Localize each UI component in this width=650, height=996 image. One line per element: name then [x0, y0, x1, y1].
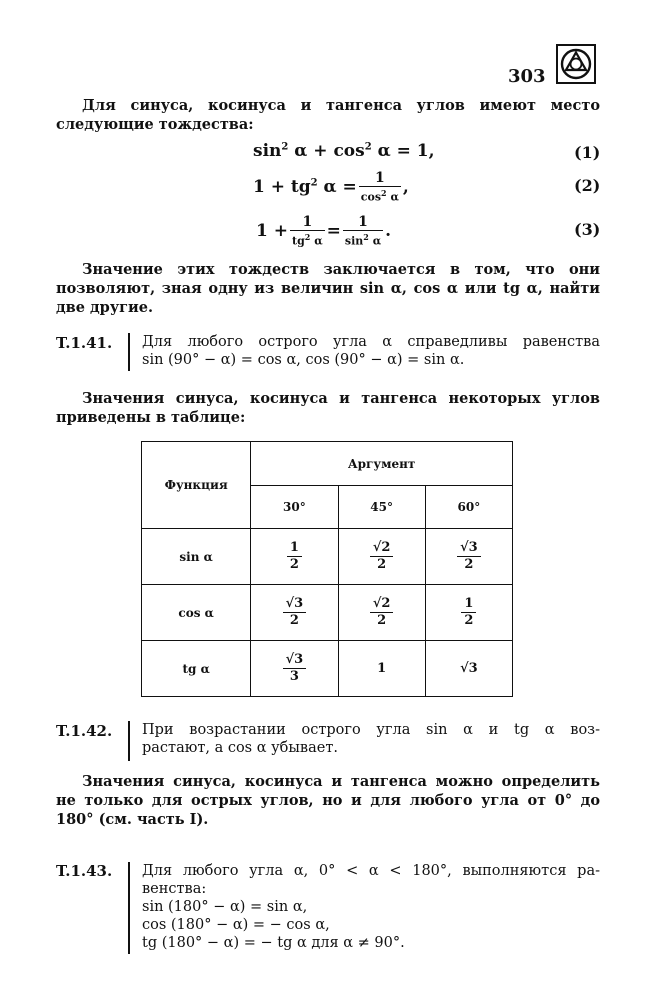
table-cell: $\frac{√3}{2}$ [425, 529, 512, 585]
table-header-argument: Аргумент [251, 442, 513, 486]
table-func-sin: sin α [142, 529, 251, 585]
table-cell: $\frac{1}{2}$ [425, 585, 512, 641]
table-cell: √3 [425, 641, 512, 697]
identity-3-frac2-denominator: $\sin^2 \alpha$ [344, 232, 382, 248]
identity-3-equals: = [326, 220, 341, 241]
identity-2-denominator: $\cos^2 \alpha$ [360, 188, 399, 204]
table-cell: 1 [338, 641, 425, 697]
table-row-tg [142, 641, 513, 697]
theorem-bar-t143 [128, 862, 130, 954]
theorem-label-t142: T.1.42. [56, 722, 113, 740]
theorem-bar-t142 [128, 721, 130, 761]
circle-triangle-emblem-icon [556, 44, 596, 84]
theorem-bar-t141 [128, 333, 130, 371]
table-header-function: Функция [142, 442, 251, 529]
table-header-angle-45: 45° [338, 486, 425, 529]
identity-3-frac1-numerator: 1 [302, 214, 313, 230]
page-number: 303 [508, 66, 546, 87]
meaning-paragraph: Значение этих тождеств заключается в том, что они позволяют, зная одну из величин sin α, cos α или tg α, найти две другие. [56, 261, 600, 316]
theorem-text-t143: Для любого угла α, 0° < α < 180°, выполняются ра- венства: sin (180° − α) = sin α, cos (180° − α) = − cos α, tg (180° − α) = − tg α для α ≠ 90°. [142, 863, 600, 951]
identity-2-comma: , [402, 176, 409, 197]
identity-3-left: 1 + [256, 220, 288, 241]
identity-2-number: (2) [574, 176, 601, 195]
identity-3-frac2-numerator: 1 [358, 214, 368, 230]
identity-2: $1 + tg^2$ α = $\frac{1}{\cos^2 \alpha}$ , [253, 170, 409, 204]
trig-values-table [141, 441, 513, 697]
closing-paragraph: Значения синуса, косинуса и тангенса можно определить не только для острых углов, но и для любого угла от 0° до 180° (см. часть I). [56, 773, 600, 828]
table-cell: $\frac{√2}{2}$ [338, 585, 425, 641]
identity-3 [256, 214, 391, 248]
theorem-label-t141: T.1.41. [56, 334, 113, 352]
identity-3-number: (3) [574, 220, 601, 239]
table-row-cos [142, 585, 513, 641]
table-cell: $\frac{1}{2}$ [251, 529, 338, 585]
identity-3-frac1-denominator: $tg^2$ α [292, 232, 323, 248]
theorem-text-t141: Для любого острого угла α справедливы равенства sin (90° − α) = cos α, cos (90° − α) = sin α. [142, 334, 600, 368]
table-intro-paragraph: Значения синуса, косинуса и тангенса некоторых углов приведены в таблице: [56, 390, 600, 426]
table-cell: $\frac{√2}{2}$ [338, 529, 425, 585]
theorem-text-t142: При возрастании острого угла sin α и tg α воз- растают, а cos α убывает. [142, 722, 600, 756]
theorem-label-t143: T.1.43. [56, 862, 113, 880]
table-row-sin [142, 529, 513, 585]
table-cell: $\frac{√3}{2}$ [251, 585, 338, 641]
table-header-angle-60: 60° [425, 486, 512, 529]
intro-paragraph: Для синуса, косинуса и тангенса углов имеют место следующие тождества: [56, 97, 600, 133]
identity-3-period: . [385, 220, 392, 241]
identity-1-number: (1) [574, 143, 601, 162]
table-func-tg: tg α [142, 641, 251, 697]
identity-1: $\sin^2 \alpha + \cos^2 \alpha = 1$, [253, 141, 435, 161]
table-cell: $\frac{√3}{3}$ [251, 641, 338, 697]
identity-2-numerator: 1 [374, 170, 385, 186]
table-func-cos: cos α [142, 585, 251, 641]
table-header-angle-30: 30° [251, 486, 338, 529]
